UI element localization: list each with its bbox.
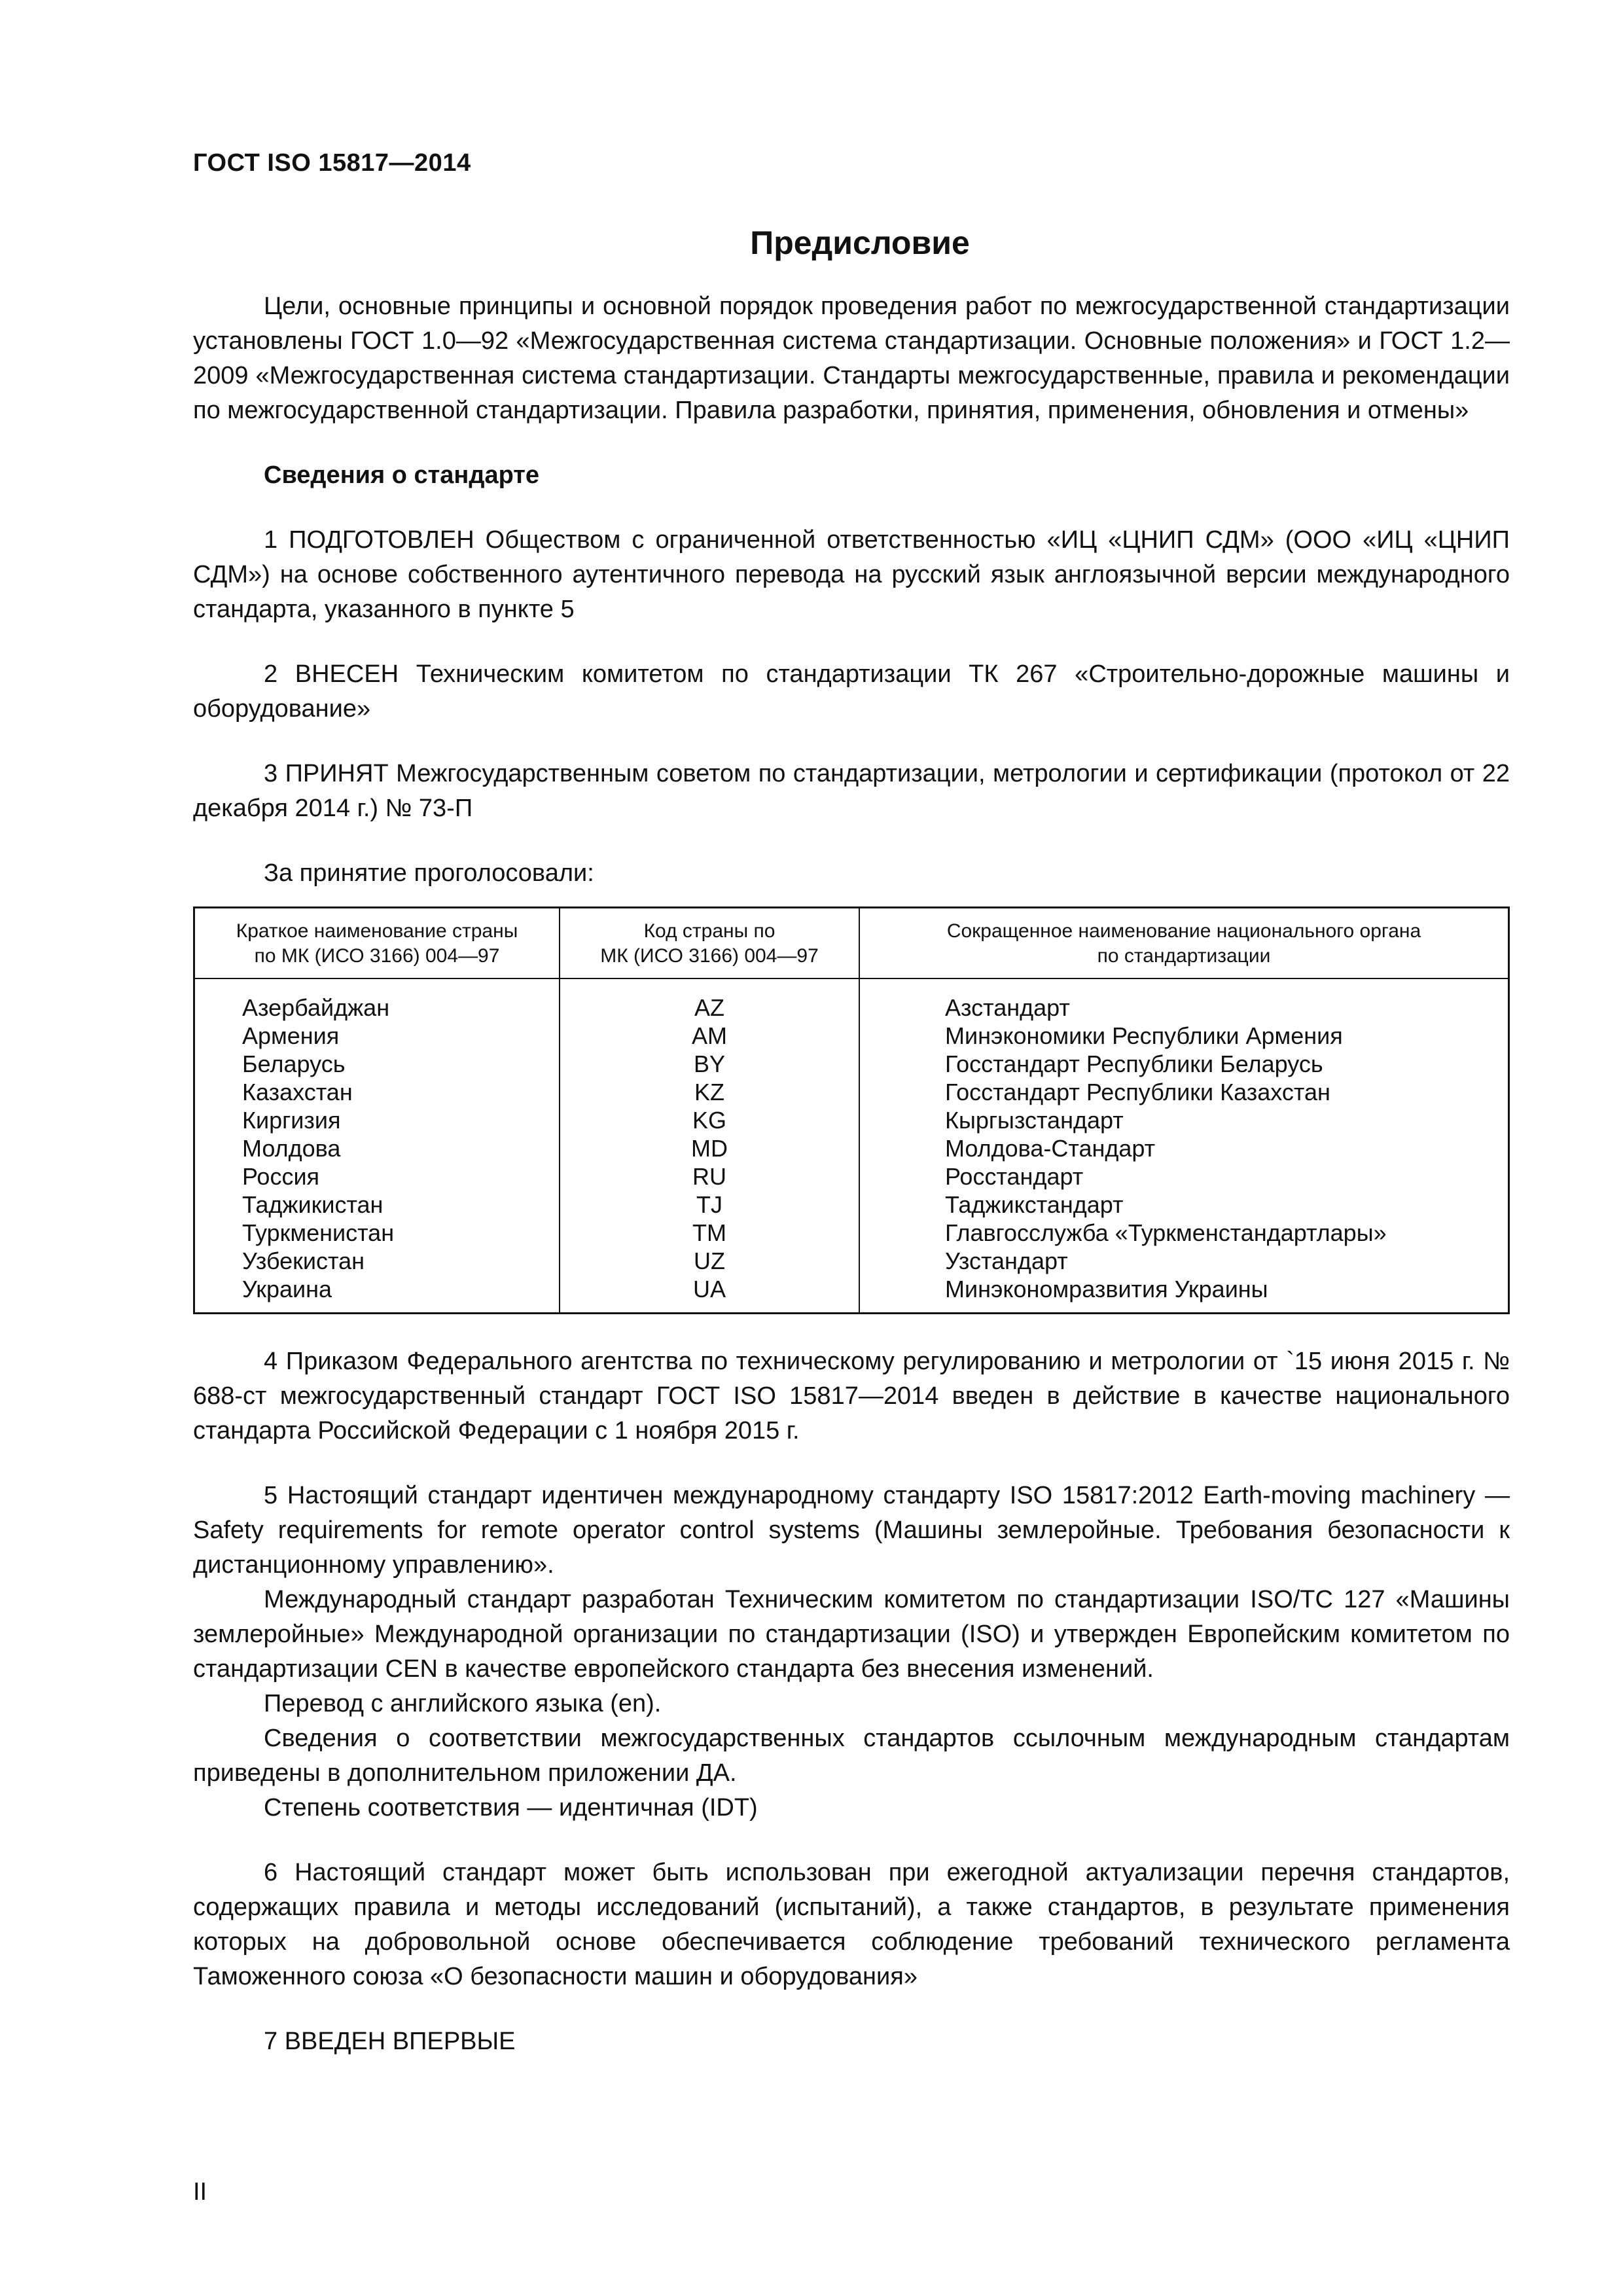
organization-cell: Госстандарт Республики Казахстан xyxy=(859,1078,1509,1106)
header-line: по МК (ИСО 3166) 004—97 xyxy=(254,945,500,967)
country-code-cell: KG xyxy=(560,1106,859,1134)
countries-table xyxy=(193,906,1510,1314)
table-row xyxy=(194,1078,1509,1106)
header-code xyxy=(560,908,859,979)
item-3: 3 ПРИНЯТ Межгосударственным советом по стандартизации, метрологии и сертификации (протокол от 22 декабря 2014 г.) № 73-П xyxy=(193,760,1510,822)
organization-cell: Госстандарт Республики Беларусь xyxy=(859,1050,1509,1078)
organization-cell: Таджикстандарт xyxy=(859,1191,1509,1219)
organization-cell: Узстандарт xyxy=(859,1247,1509,1275)
header-line: Сокращенное наименование национального органа xyxy=(946,920,1421,942)
country-name-cell: Россия xyxy=(194,1162,560,1191)
table-row xyxy=(194,1162,1509,1191)
organization-cell: Азстандарт xyxy=(859,978,1509,1022)
header-line: Код страны по xyxy=(643,920,776,942)
country-code-cell: TJ xyxy=(560,1191,859,1219)
item-6: 6 Настоящий стандарт может быть использован при ежегодной актуализации перечня стандартов, содержащих правила и методы исследований (испытаний), а также стандартов, в результате применения которых на добровольной основе обеспечивается соблюдение требований технического регламента Таможенного союза «О безопасности машин и оборудования» xyxy=(193,1859,1510,1990)
table-row xyxy=(194,1191,1509,1219)
item-5: 5 Настоящий стандарт идентичен международному стандарту ISO 15817:2012 Earth-moving machinery — Safety requirements for remote operator control systems (Машины землеройные. Требования безопасности к дистанционному управлению». xyxy=(193,1482,1510,1579)
country-name-cell: Казахстан xyxy=(194,1078,560,1106)
country-code-cell: RU xyxy=(560,1162,859,1191)
country-name-cell: Украина xyxy=(194,1275,560,1314)
page-title: Предисловие xyxy=(750,224,970,261)
country-name-cell: Молдова xyxy=(194,1134,560,1162)
item-7: 7 ВВЕДЕН ВПЕРВЫЕ xyxy=(264,2028,516,2055)
country-code-cell: KZ xyxy=(560,1078,859,1106)
table-row xyxy=(194,1106,1509,1134)
page-number: II xyxy=(193,2178,207,2206)
header-organization xyxy=(859,908,1509,979)
country-code-cell: AZ xyxy=(560,978,859,1022)
table-row xyxy=(194,1022,1509,1050)
country-name-cell: Азербайджан xyxy=(194,978,560,1022)
organization-cell: Минэкономразвития Украины xyxy=(859,1275,1509,1314)
country-code-cell: TM xyxy=(560,1219,859,1247)
country-code-cell: UZ xyxy=(560,1247,859,1275)
item-5-international: Международный стандарт разработан Техническим комитетом по стандартизации ISO/TC 127 «Машины землеройные» Международной организации по стандартизации (ISO) и утвержден Европейским комитетом по стандартизации CEN в качестве европейского стандарта без внесения изменений. xyxy=(193,1586,1510,1683)
intro-paragraph: Цели, основные принципы и основной порядок проведения работ по межгосударственной стандартизации установлены ГОСТ 1.0—92 «Межгосударственная система стандартизации. Основные положения» и ГОСТ 1.2—2009 «Межгосударственная система стандартизации. Стандарты межгосударственные, правила и рекомендации по межгосударственной стандартизации. Правила разработки, принятия, применения, обновления и отмены» xyxy=(193,293,1510,424)
header-line: по стандартизации xyxy=(1097,945,1271,967)
header-line: Краткое наименование страны xyxy=(236,920,518,942)
organization-cell: Кыргызстандарт xyxy=(859,1106,1509,1134)
document-header: ГОСТ ISO 15817—2014 xyxy=(193,149,471,177)
table-row xyxy=(194,1134,1509,1162)
country-name-cell: Киргизия xyxy=(194,1106,560,1134)
header-line: МК (ИСО 3166) 004—97 xyxy=(600,945,819,967)
country-code-cell: UA xyxy=(560,1275,859,1314)
country-code-cell: AM xyxy=(560,1022,859,1050)
country-code-cell: MD xyxy=(560,1134,859,1162)
organization-cell: Молдова-Стандарт xyxy=(859,1134,1509,1162)
organization-cell: Главгосслужба «Туркменстандартлары» xyxy=(859,1219,1509,1247)
country-name-cell: Туркменистан xyxy=(194,1219,560,1247)
item-5-translation: Перевод с английского языка (en). xyxy=(264,1690,662,1717)
table-row xyxy=(194,1247,1509,1275)
country-name-cell: Беларусь xyxy=(194,1050,560,1078)
table-header-row xyxy=(194,908,1509,979)
item-4: 4 Приказом Федерального агентства по техническому регулированию и метрологии от `15 июня 2015 г. № 688-ст межгосударственный стандарт ГОСТ ISO 15817—2014 введен в действие в качестве национального стандарта Российской Федерации с 1 ноября 2015 г. xyxy=(193,1348,1510,1444)
table-row xyxy=(194,1219,1509,1247)
organization-cell: Минэкономики Республики Армения xyxy=(859,1022,1509,1050)
country-name-cell: Узбекистан xyxy=(194,1247,560,1275)
country-code-cell: BY xyxy=(560,1050,859,1078)
document-body xyxy=(193,289,1510,2059)
table-body xyxy=(194,978,1509,1314)
table-row xyxy=(194,1050,1509,1078)
section-subtitle: Сведения о стандарте xyxy=(264,461,540,489)
vote-label: За принятие проголосовали: xyxy=(264,859,594,887)
item-5-degree: Степень соответствия — идентичная (IDT) xyxy=(264,1794,758,1821)
organization-cell: Росстандарт xyxy=(859,1162,1509,1191)
item-1: 1 ПОДГОТОВЛЕН Обществом с ограниченной ответственностью «ИЦ «ЦНИП СДМ» (ООО «ИЦ «ЦНИП СДМ») на основе собственного аутентичного перевода на русский язык англоязычной версии международного стандарта, указанного в пункте 5 xyxy=(193,526,1510,623)
table-row xyxy=(194,978,1509,1022)
table-row xyxy=(194,1275,1509,1314)
item-2: 2 ВНЕСЕН Техническим комитетом по стандартизации ТК 267 «Строительно-дорожные машины и оборудование» xyxy=(193,660,1510,723)
country-name-cell: Таджикистан xyxy=(194,1191,560,1219)
item-5-references: Сведения о соответствии межгосударственных стандартов ссылочным международным стандартам приведены в дополнительном приложении ДА. xyxy=(193,1725,1510,1787)
country-name-cell: Армения xyxy=(194,1022,560,1050)
header-country xyxy=(194,908,560,979)
